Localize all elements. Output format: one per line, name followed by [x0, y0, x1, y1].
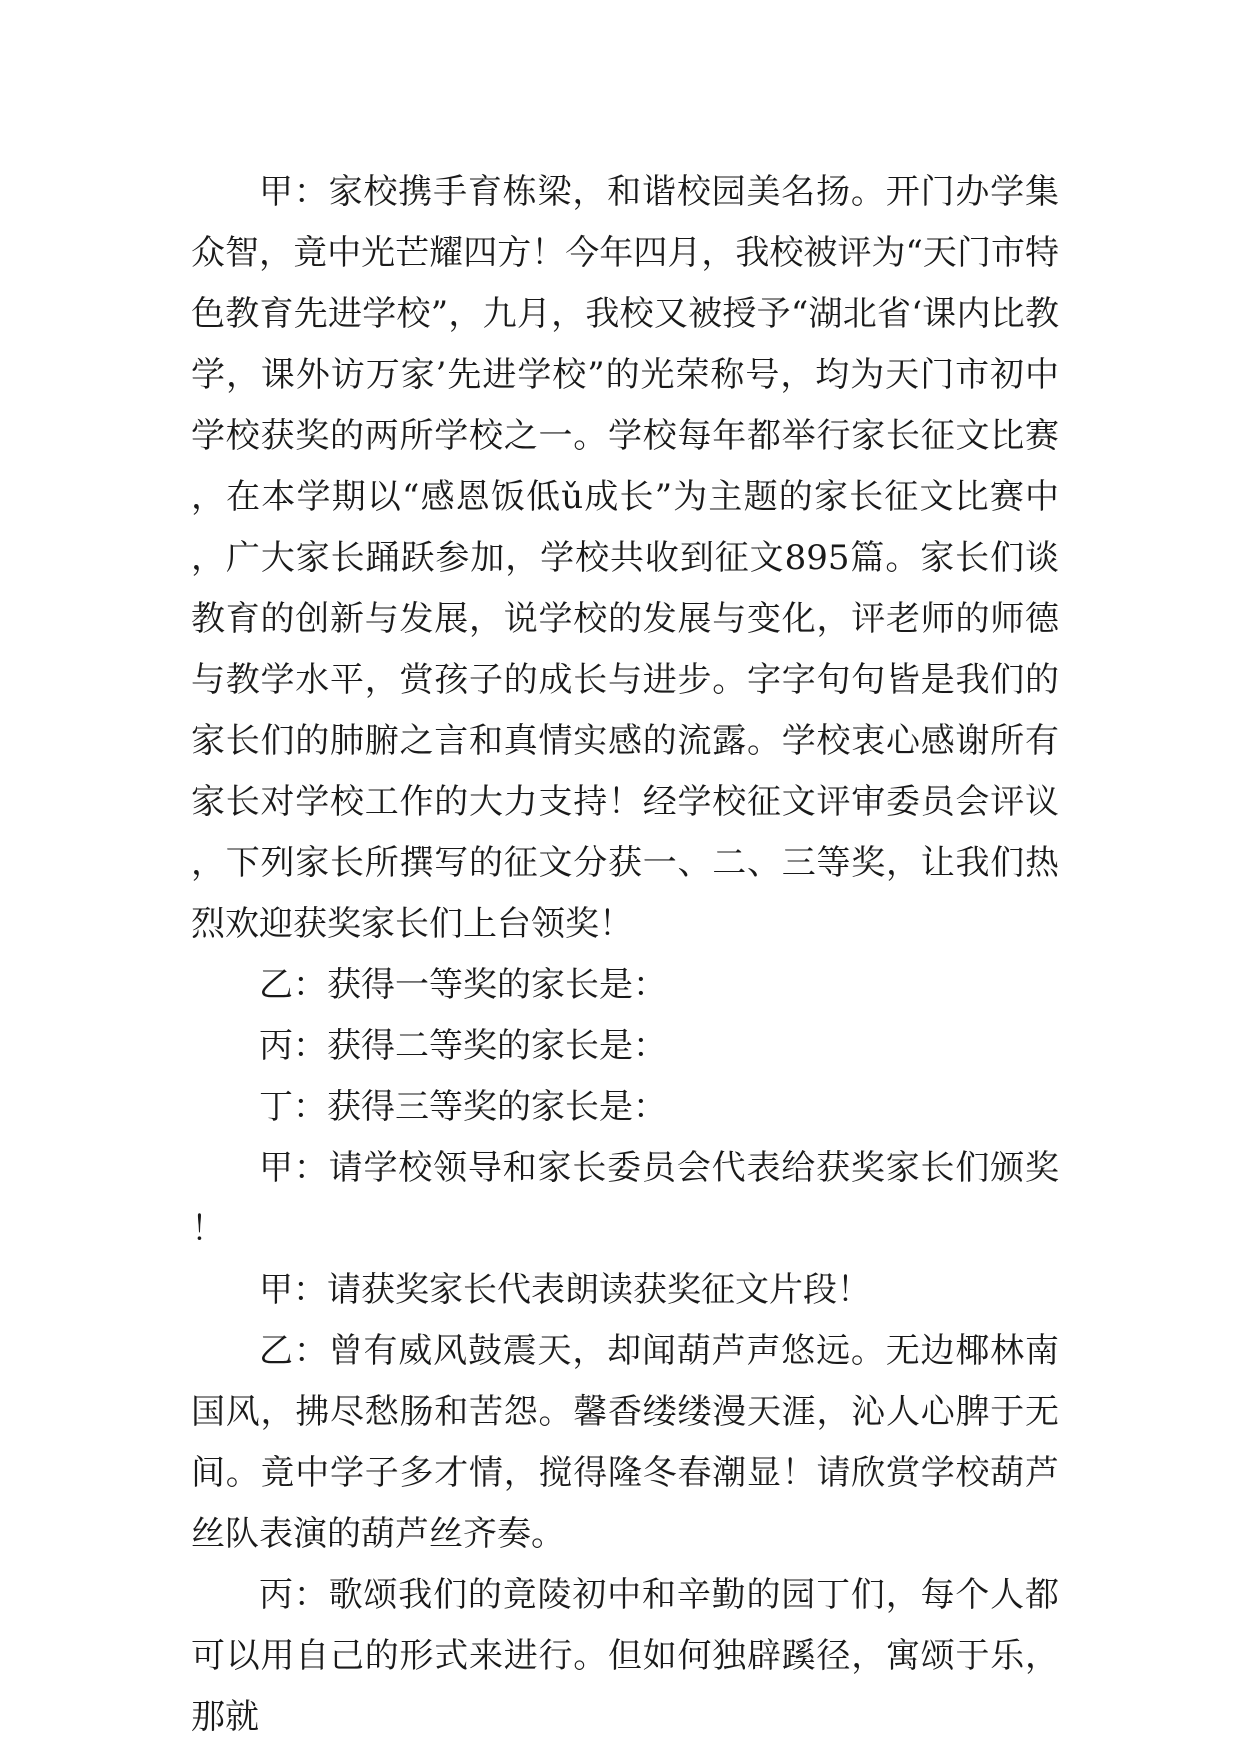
paragraph-bing-second-prize: 丙：获得二等奖的家长是： — [259, 1026, 667, 1066]
paragraph-jia-essay-reading: 甲：请获奖家长代表朗读获奖征文片段！ — [259, 1270, 871, 1310]
paragraph-ding-third-prize: 丁：获得三等奖的家长是： — [259, 1087, 667, 1127]
paragraph-bing-praise: 丙：歌颂我们的竟陵初中和辛勤的园丁们，每个人都可以用自己的形式来进行。但如何独辟蹊径，寓颂于乐，那就 — [191, 1575, 1059, 1737]
document-body — [191, 162, 1059, 1748]
paragraph-jia-intro: 甲：家校携手育栋梁，和谐校园美名扬。开门办学集众智，竟中光芒耀四方！今年四月，我校被评为“天门市特色教育先进学校”，九月，我校又被授予“湖北省‘课内比教学，课外访万家’先进学校”的光荣称号，均为天门市初中学校获奖的两所学校之一。学校每年都举行家长征文比赛，在本学期以“感恩饭低ǔ成长”为主题的家长征文比赛中，广大家长踊跃参加，学校共收到征文895篇。家长们谈教育的创新与发展，说学校的发展与变化，评老师的师德与教学水平，赏孩子的成长与进步。字字句句皆是我们的家长们的肺腑之言和真情实感的流露。学校衷心感谢所有家长对学校工作的大力支持！经学校征文评审委员会评议，下列家长所撰写的征文分获一、二、三等奖，让我们热烈欢迎获奖家长们上台领奖！ — [191, 172, 1059, 944]
paragraph-jia-award-presentation: 甲：请学校领导和家长委员会代表给获奖家长们颁奖！ — [191, 1148, 1059, 1249]
paragraph-yi-first-prize: 乙：获得一等奖的家长是： — [259, 965, 667, 1005]
paragraph-yi-hulusi-performance: 乙：曾有威风鼓震天，却闻葫芦声悠远。无边椰林南国风，拂尽愁肠和苦怨。馨香缕缕漫天涯，沁人心脾于无间。竟中学子多才情，搅得隆冬春潮显！请欣赏学校葫芦丝队表演的葫芦丝齐奏。 — [191, 1331, 1059, 1554]
